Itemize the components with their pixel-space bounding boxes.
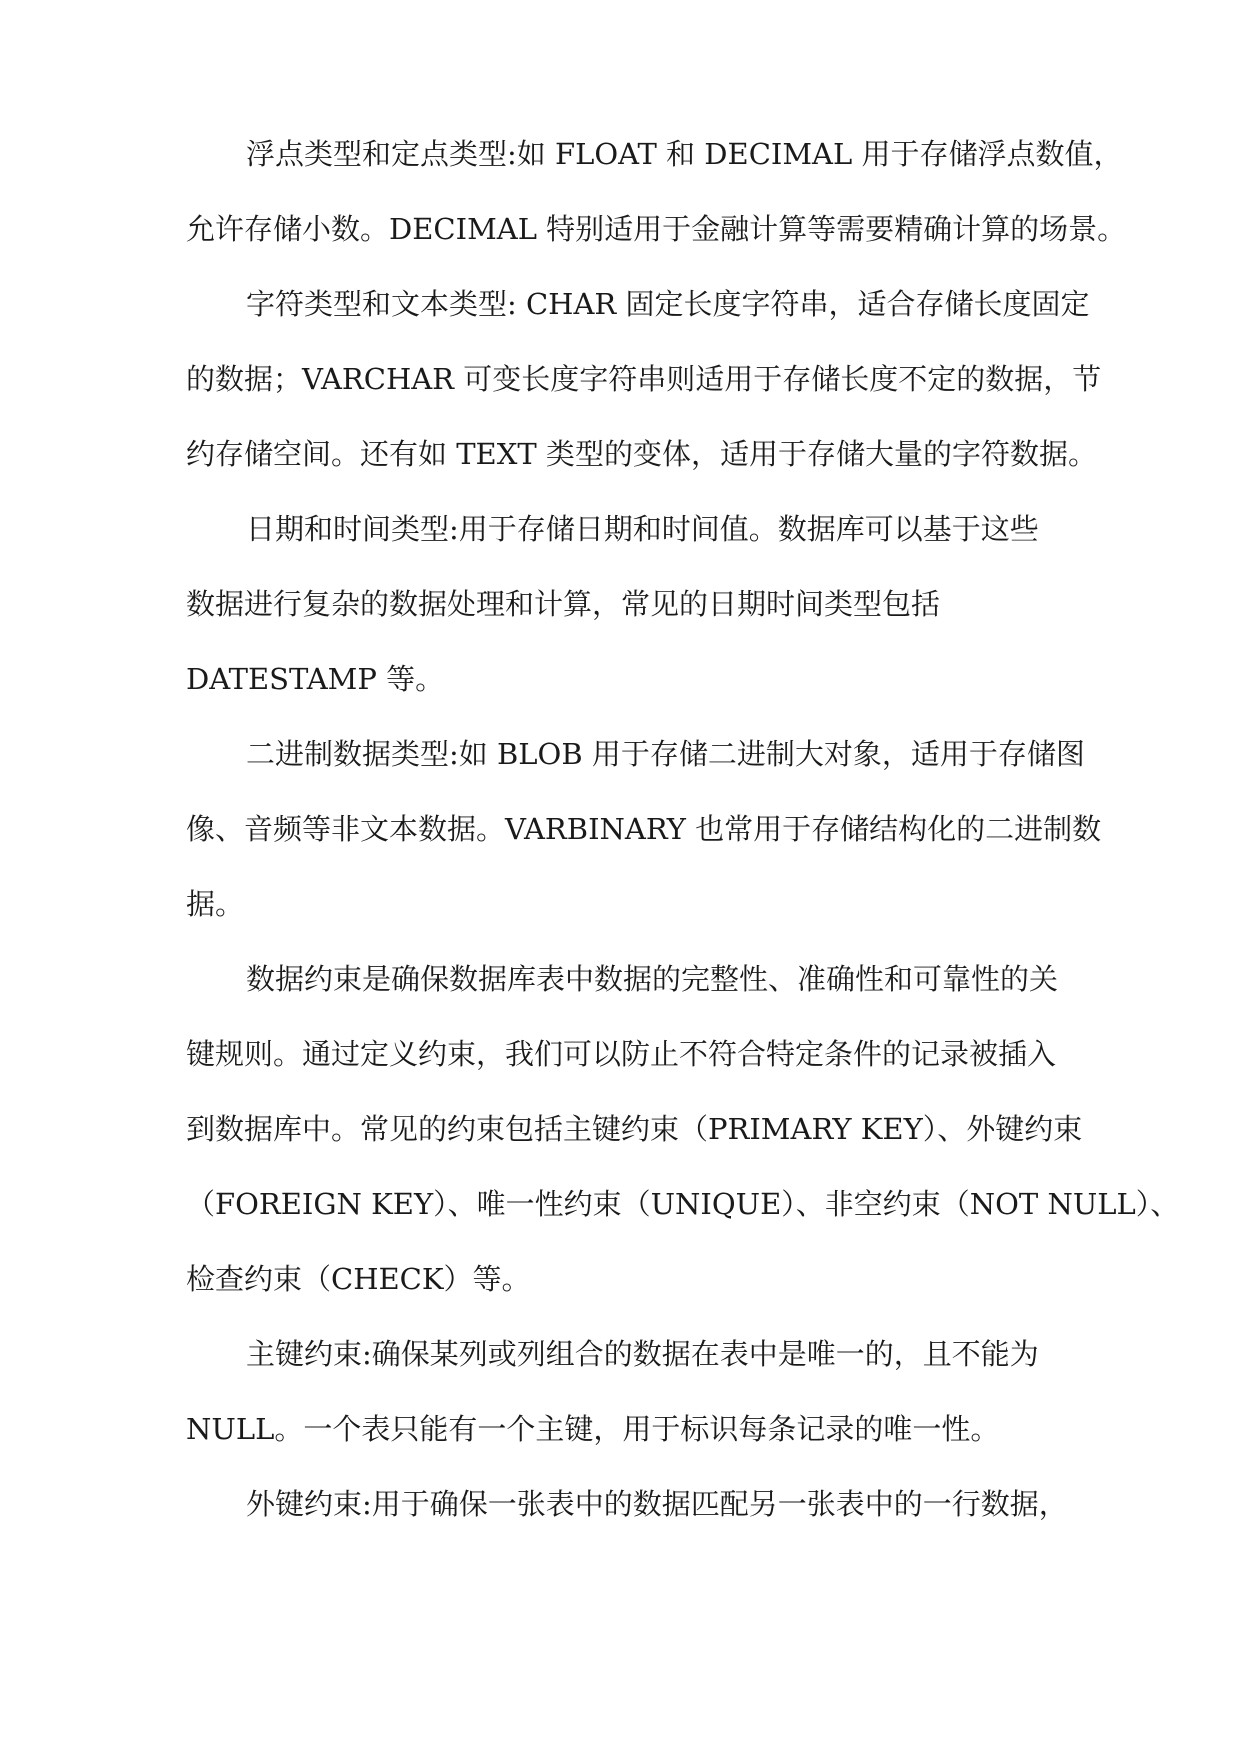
- text-line: 到数据库中。常见的约束包括主键约束（PRIMARY KEY）、外键约束: [186, 1112, 1083, 1146]
- text-line: 的数据；VARCHAR 可变长度字符串则适用于存储长度不定的数据，节: [186, 362, 1102, 396]
- text-line: 像、音频等非文本数据。VARBINARY 也常用于存储结构化的二进制数: [186, 812, 1102, 846]
- text-line: DATESTAMP 等。: [186, 662, 445, 696]
- text-line: 二进制数据类型:如 BLOB 用于存储二进制大对象，适用于存储图: [246, 737, 1085, 771]
- text-line: 数据进行复杂的数据处理和计算，常见的日期时间类型包括: [186, 587, 941, 621]
- text-line: 键规则。通过定义约束，我们可以防止不符合特定条件的记录被插入: [186, 1037, 1057, 1071]
- text-line: 约存储空间。还有如 TEXT 类型的变体，适用于存储大量的字符数据。: [186, 437, 1097, 471]
- text-line: NULL。一个表只能有一个主键，用于标识每条记录的唯一性。: [186, 1412, 1000, 1446]
- text-line: 据。: [186, 887, 245, 921]
- text-line: 允许存储小数。DECIMAL 特别适用于金融计算等需要精确计算的场景。: [186, 212, 1127, 246]
- text-line: （FOREIGN KEY）、唯一性约束（UNIQUE）、非空约束（NOT NULL）、: [186, 1187, 1180, 1221]
- text-line: 字符类型和文本类型: CHAR 固定长度字符串，适合存储长度固定: [246, 287, 1090, 321]
- text-line: 主键约束:确保某列或列组合的数据在表中是唯一的，且不能为: [246, 1337, 1039, 1371]
- text-line: 数据约束是确保数据库表中数据的完整性、准确性和可靠性的关: [246, 962, 1059, 996]
- text-line: 检查约束（CHECK）等。: [186, 1262, 531, 1296]
- text-line: 日期和时间类型:用于存储日期和时间值。数据库可以基于这些: [246, 512, 1039, 546]
- text-line: 外键约束:用于确保一张表中的数据匹配另一张表中的一行数据，: [246, 1487, 1068, 1521]
- text-line: 浮点类型和定点类型:如 FLOAT 和 DECIMAL 用于存储浮点数值，: [246, 137, 1123, 171]
